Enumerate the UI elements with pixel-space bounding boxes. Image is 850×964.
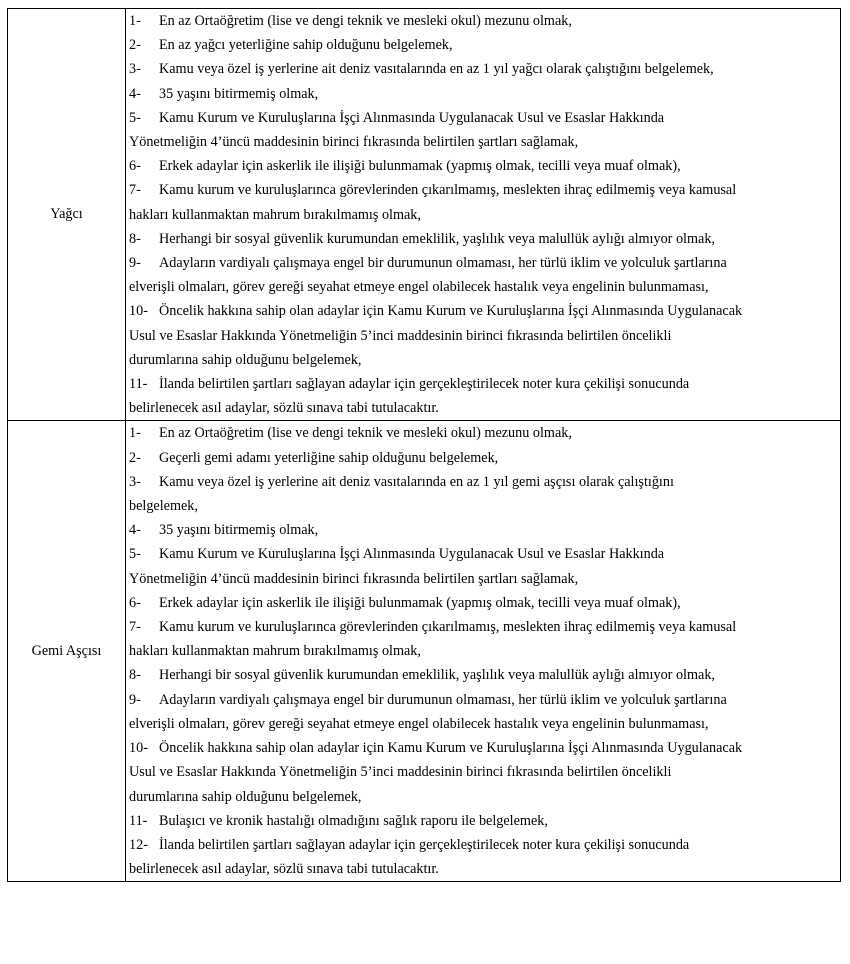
requirement-text: En az Ortaöğretim (lise ve dengi teknik ve mesleki okul) mezunu olmak, [159,13,572,29]
requirement-number: 11- [129,376,148,393]
requirement-continuation [129,130,838,154]
requirement-item [129,33,838,57]
requirement-text: Geçerli gemi adamı yeterliğine sahip olduğunu belgelemek, [159,449,499,466]
requirement-item [129,227,838,251]
requirement-text: Yönetmeliğin 4’üncü maddesinin birinci fıkrasında belirtilen şartları sağlamak, [129,134,579,151]
requirements-table-body [8,9,841,882]
requirement-item [129,518,838,542]
requirements-table [7,8,841,882]
requirement-text: hakları kullanmaktan mahrum bırakılmamış olmak, [129,643,421,660]
requirement-item [129,542,838,566]
requirement-text: belirlenecek asıl adaylar, sözlü sınava tabi tutulacaktır. [129,861,439,878]
requirement-text: Kamu Kurum ve Kuruluşlarına İşçi Alınmasında Uygulanacak Usul ve Esaslar Hakkında [159,546,665,563]
requirement-continuation [129,494,838,518]
requirement-number: 12- [129,836,148,853]
requirement-continuation [129,785,838,809]
requirement-text: İlanda belirtilen şartları sağlayan adaylar için gerçekleştirilecek noter kura çekilişi sonucunda [159,376,690,393]
requirement-text: Usul ve Esaslar Hakkında Yönetmeliğin 5’inci maddesinin birinci fıkrasında belirtilen öncelikli [129,764,672,781]
requirement-number: 4- [129,85,141,102]
position-name: Yağcı [8,9,126,421]
position-row [8,9,841,421]
requirement-item [129,57,838,81]
requirement-text: 35 yaşını bitirmemiş olmak, [159,522,319,539]
requirement-text: elverişli olmaları, görev gereği seyahat etmeye engel olabilecek hastalık veya engelinin bulunmaması, [129,279,709,296]
requirement-text: belgelemek, [129,498,198,515]
requirement-number: 8- [129,667,141,684]
requirement-continuation [129,348,838,372]
requirement-text: durumlarına sahip olduğunu belgelemek, [129,351,362,368]
requirement-number: 6- [129,158,141,175]
requirement-item [129,736,838,760]
requirement-text: Yönetmeliğin 4’üncü maddesinin birinci fıkrasında belirtilen şartları sağlamak, [129,570,579,587]
requirement-text: belirlenecek asıl adaylar, sözlü sınava tabi tutulacaktır. [129,400,439,417]
requirement-text: 35 yaşını bitirmemiş olmak, [159,85,319,102]
requirement-text: Kamu veya özel iş yerlerine ait deniz vasıtalarında en az 1 yıl gemi aşçısı olarak çalıştığını [159,473,674,490]
requirement-continuation [129,396,838,420]
requirement-number: 2- [129,449,141,466]
requirement-text: Kamu Kurum ve Kuruluşlarına İşçi Alınmasında Uygulanacak Usul ve Esaslar Hakkında [159,109,665,126]
requirement-text: Kamu veya özel iş yerlerine ait deniz vasıtalarında en az 1 yıl yağcı olarak çalıştığını belgelemek, [159,61,714,78]
requirement-item [129,663,838,687]
requirement-item [129,372,838,396]
requirement-text: hakları kullanmaktan mahrum bırakılmamış olmak, [129,206,421,223]
requirement-item [129,470,838,494]
requirement-item [129,154,838,178]
requirement-continuation [129,275,838,299]
requirement-text: Erkek adaylar için askerlik ile ilişiği bulunmamak (yapmış olmak, tecilli veya muaf olmak), [159,158,681,175]
requirement-item [129,106,838,130]
requirement-number: 5- [129,109,141,126]
requirement-text: Kamu kurum ve kuruluşlarınca görevlerinden çıkarılmamış, meslekten ihraç edilmemiş veya kamusal [159,619,737,636]
requirement-text: İlanda belirtilen şartları sağlayan adaylar için gerçekleştirilecek noter kura çekilişi sonucunda [159,836,690,853]
requirement-continuation [129,639,838,663]
requirement-text: Bulaşıcı ve kronik hastalığı olmadığını sağlık raporu ile belgelemek, [159,812,548,829]
requirement-item [129,446,838,470]
requirement-item [129,809,838,833]
requirement-item [129,591,838,615]
requirement-text: Adayların vardiyalı çalışmaya engel bir durumunun olmaması, her türlü iklim ve yolculuk şartlarına [159,691,727,708]
requirement-text: En az Ortaöğretim (lise ve dengi teknik ve mesleki okul) mezunu olmak, [159,425,572,442]
requirement-item [129,9,838,33]
requirement-item [129,251,838,275]
requirement-number: 7- [129,182,141,199]
requirement-text: Kamu kurum ve kuruluşlarınca görevlerinden çıkarılmamış, meslekten ihraç edilmemiş veya kamusal [159,182,737,199]
requirement-continuation [129,203,838,227]
position-row [8,421,841,882]
requirement-text: Adayların vardiyalı çalışmaya engel bir durumunun olmaması, her türlü iklim ve yolculuk şartlarına [159,255,727,272]
requirement-number: 10- [129,740,148,757]
requirement-item [129,299,838,323]
requirements-cell [126,421,841,882]
requirement-number: 8- [129,230,141,247]
requirement-item [129,421,838,445]
requirement-text: Erkek adaylar için askerlik ile ilişiği bulunmamak (yapmış olmak, tecilli veya muaf olmak), [159,594,681,611]
requirement-item [129,688,838,712]
requirement-continuation [129,324,838,348]
requirement-number: 5- [129,546,141,563]
requirement-number: 6- [129,594,141,611]
requirement-number: 1- [129,425,141,442]
requirement-item [129,615,838,639]
requirement-item [129,82,838,106]
requirement-number: 2- [129,37,141,54]
requirement-item [129,178,838,202]
requirements-cell [126,9,841,421]
position-name: Gemi Aşçısı [8,421,126,882]
requirement-text: Herhangi bir sosyal güvenlik kurumundan emeklilik, yaşlılık veya malullük aylığı almıyor olmak, [159,230,715,247]
requirement-number: 9- [129,691,141,708]
requirement-continuation [129,857,838,881]
requirement-text: elverişli olmaları, görev gereği seyahat etmeye engel olabilecek hastalık veya engelinin bulunmaması, [129,715,709,732]
requirement-text: Herhangi bir sosyal güvenlik kurumundan emeklilik, yaşlılık veya malullük aylığı almıyor olmak, [159,667,715,684]
requirement-text: Usul ve Esaslar Hakkında Yönetmeliğin 5’inci maddesinin birinci fıkrasında belirtilen öncelikli [129,327,672,344]
requirement-number: 11- [129,812,148,829]
requirement-number: 4- [129,522,141,539]
requirement-continuation [129,760,838,784]
requirement-number: 3- [129,61,141,78]
requirement-number: 1- [129,13,141,29]
requirement-number: 10- [129,303,148,320]
requirement-number: 9- [129,255,141,272]
requirement-number: 3- [129,473,141,490]
requirement-text: durumlarına sahip olduğunu belgelemek, [129,788,362,805]
requirement-text: Öncelik hakkına sahip olan adaylar için Kamu Kurum ve Kuruluşlarına İşçi Alınmasında Uygulanacak [159,740,743,757]
requirement-continuation [129,712,838,736]
requirement-text: En az yağcı yeterliğine sahip olduğunu belgelemek, [159,37,453,54]
requirement-text: Öncelik hakkına sahip olan adaylar için Kamu Kurum ve Kuruluşlarına İşçi Alınmasında Uygulanacak [159,303,743,320]
requirement-continuation [129,567,838,591]
requirement-number: 7- [129,619,141,636]
requirement-item [129,833,838,857]
